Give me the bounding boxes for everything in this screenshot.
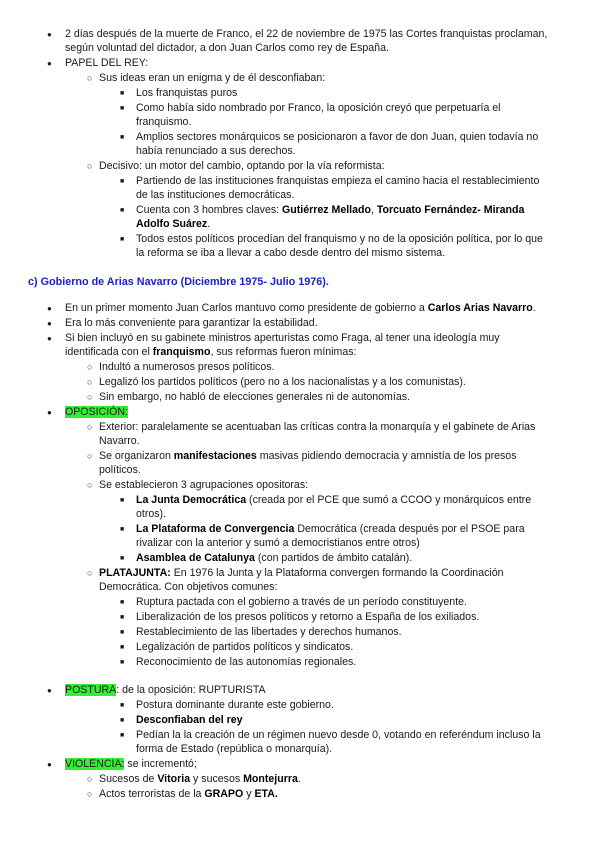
list-item: Sus ideas eran un enigma y de él desconfiaban:	[99, 72, 326, 84]
bullet-level1: ●	[47, 408, 52, 417]
term-franquismo: franquismo	[152, 346, 211, 358]
org-asamblea: Asamblea de Catalunya	[136, 552, 255, 564]
org-grapo: GRAPO	[204, 788, 244, 800]
name-torcuato: Torcuato Fernández- Miranda	[376, 204, 525, 216]
bullet-level2: ○	[87, 451, 93, 461]
text: y	[243, 788, 255, 800]
list-item: Restablecimiento de las libertades y derechos humanos.	[136, 626, 402, 638]
bullet-level2: ○	[87, 774, 93, 784]
text: ,	[370, 204, 377, 216]
list-item: Partiendo de las instituciones franquistas empieza el camino hacia el restablecimiento	[136, 175, 540, 187]
bullet-level2: ○	[87, 789, 93, 799]
list-item: Democrática. Con objetivos comunes:	[99, 581, 278, 593]
paragraph-line: Era lo más conveniente para garantizar la estabilidad.	[65, 317, 318, 329]
text: y sucesos	[190, 773, 244, 785]
list-item: Amplios sectores monárquicos se posicionaron a favor de don Juan, quien todavía no	[136, 131, 539, 143]
paragraph-line	[65, 758, 197, 771]
term-manifestaciones: manifestaciones	[173, 450, 257, 462]
list-item: Indultó a numerosos presos políticos.	[99, 361, 275, 373]
list-item: Se establecieron 3 agrupaciones opositoras:	[99, 479, 309, 491]
list-item	[99, 773, 301, 786]
name-adolfo-suarez: Adolfo Suárez	[136, 218, 208, 230]
list-item	[136, 218, 210, 231]
list-item: la reforma se iba a llevar a cabo desde dentro del mismo sistema.	[136, 247, 446, 259]
list-item: Exterior: paralelamente se acentuaban las críticas contra la monarquía y el gabinete de Arias	[99, 421, 536, 433]
org-junta: La Junta Democrática	[136, 494, 247, 506]
name-gutierrez-mellado: Gutiérrez Mellado	[282, 204, 371, 216]
oposicion-label: OPOSICIÓN:	[65, 406, 128, 418]
text: (creada por el PCE que sumó a CCOO y monárquicos entre	[246, 494, 532, 506]
bullet-level1: ●	[47, 334, 52, 343]
bullet-level3: ■	[120, 236, 125, 243]
list-item: forma de Estado (república o monarquía).	[136, 743, 333, 755]
section-heading: c) Gobierno de Arias Navarro (Diciembre 1975- Julio 1976).	[28, 276, 329, 288]
bullet-level3: ■	[120, 526, 125, 533]
text: En 1976 la Junta y la Plataforma convergen formando la Coordinación	[170, 567, 504, 579]
text: Democrática (creada después por el PSOE para	[294, 523, 525, 535]
list-item: Los franquistas puros	[136, 87, 238, 99]
text: (con partidos de ámbito catalán).	[254, 552, 413, 564]
paragraph-line: según voluntad del dictador, a don Juan Carlos como rey de España.	[65, 42, 389, 54]
bullet-level2: ○	[87, 480, 93, 490]
list-item: políticos.	[99, 464, 141, 476]
term-platajunta: PLATAJUNTA:	[99, 567, 171, 579]
text: .	[532, 302, 536, 314]
bullet-level1: ●	[47, 760, 52, 769]
paragraph-line	[65, 346, 356, 359]
list-item: otros).	[136, 508, 167, 520]
text: masivas pidiendo democracia y amnistía de los presos	[256, 450, 517, 462]
list-item: rivalizar con la anterior y sumó a democristianos entre otros)	[136, 537, 420, 549]
bullet-level2: ○	[87, 422, 93, 432]
bullet-level1: ●	[47, 319, 52, 328]
bullet-level3: ■	[120, 497, 125, 504]
papel-del-rey-label: PAPEL DEL REY:	[65, 57, 149, 69]
list-item	[136, 494, 531, 507]
list-item: Como había sido nombrado por Franco, la oposición creyó que perpetuaría el	[136, 102, 501, 114]
bullet-level2: ○	[87, 568, 93, 578]
list-item: Legalizó los partidos políticos (pero no a los nacionalistas y a los comunistas).	[99, 376, 466, 388]
bullet-level3: ■	[120, 599, 125, 606]
bullet-level3: ■	[120, 717, 125, 724]
list-item: Decisivo: un motor del cambio, optando por la vía reformista:	[99, 160, 385, 172]
text: Actos terroristas de la	[99, 788, 205, 800]
bullet-level3: ■	[120, 90, 125, 97]
bullet-level3: ■	[120, 555, 125, 562]
list-item	[136, 714, 243, 727]
bullet-level3: ■	[120, 659, 125, 666]
place-vitoria: Vitoria	[157, 773, 191, 785]
bullet-level2: ○	[87, 73, 93, 83]
text: .	[207, 218, 211, 230]
list-item: de las instituciones democráticas.	[136, 189, 295, 201]
list-item: Postura dominante durante este gobierno.	[136, 699, 334, 711]
bullet-level1: ●	[47, 59, 52, 68]
paragraph-line	[65, 684, 266, 697]
bullet-level3: ■	[120, 702, 125, 709]
name-arias-navarro: Carlos Arias Navarro	[427, 302, 533, 314]
list-item	[136, 204, 524, 217]
text: identificada con el	[65, 346, 153, 358]
bullet-level3: ■	[120, 614, 125, 621]
text: , sus reformas fueron mínimas:	[210, 346, 357, 358]
bullet-level3: ■	[120, 134, 125, 141]
bullet-level3: ■	[120, 207, 125, 214]
place-montejurra: Montejurra	[243, 773, 298, 785]
text: Se organizaron	[99, 450, 174, 462]
list-item: Pedían la la creación de un régimen nuevo desde 0, votando en referéndum incluso la	[136, 729, 541, 741]
postura-label: POSTURA	[65, 684, 117, 696]
bullet-level1: ●	[47, 686, 52, 695]
bullet-level2: ○	[87, 161, 93, 171]
paragraph-line	[65, 302, 536, 315]
text: .	[297, 773, 301, 785]
list-item	[136, 552, 412, 565]
term-desconfiaban: Desconfiaban del rey	[136, 714, 243, 726]
list-item: Todos estos políticos procedían del franquismo y no de la oposición política, por lo que	[136, 233, 543, 245]
text: Cuenta con 3 hombres claves:	[136, 204, 283, 216]
org-plataforma: La Plataforma de Convergencia	[136, 523, 295, 535]
bullet-level1: ●	[47, 304, 52, 313]
bullet-level3: ■	[120, 629, 125, 636]
bullet-level3: ■	[120, 644, 125, 651]
list-item: franquismo.	[136, 116, 192, 128]
list-item: Ruptura pactada con el gobierno a través de un período constituyente.	[136, 596, 467, 608]
bullet-level2: ○	[87, 362, 93, 372]
text: Sucesos de	[99, 773, 158, 785]
text: se incrementó;	[124, 758, 197, 770]
bullet-level2: ○	[87, 377, 93, 387]
paragraph-line: Si bien incluyó en su gabinete ministros aperturistas como Fraga, al tener una ideología muy	[65, 332, 500, 344]
list-item: Liberalización de los presos políticos y retorno a España de los exiliados.	[136, 611, 480, 623]
bullet-level2: ○	[87, 392, 93, 402]
list-item: Reconocimiento de las autonomías regionales.	[136, 656, 357, 668]
list-item	[99, 567, 504, 580]
text: En un primer momento Juan Carlos mantuvo como presidente de gobierno a	[65, 302, 428, 314]
list-item: había renunciado a sus derechos.	[136, 145, 296, 157]
paragraph-line	[65, 406, 128, 419]
paragraph-line: 2 días después de la muerte de Franco, el 22 de noviembre de 1975 las Cortes franquistas proclaman,	[65, 28, 548, 40]
violencia-label: VIOLENCIA:	[65, 758, 125, 770]
list-item: Navarro.	[99, 435, 140, 447]
bullet-level3: ■	[120, 732, 125, 739]
list-item	[99, 788, 278, 801]
list-item: Legalización de partidos políticos y sindicatos.	[136, 641, 354, 653]
org-eta: ETA.	[254, 788, 278, 800]
bullet-level1: ●	[47, 30, 52, 39]
list-item	[99, 450, 517, 463]
bullet-level3: ■	[120, 105, 125, 112]
bullet-level3: ■	[120, 178, 125, 185]
list-item: Sin embargo, no habló de elecciones generales ni de autonomías.	[99, 391, 410, 403]
text: : de la oposición: RUPTURISTA	[116, 684, 266, 696]
list-item	[136, 523, 525, 536]
